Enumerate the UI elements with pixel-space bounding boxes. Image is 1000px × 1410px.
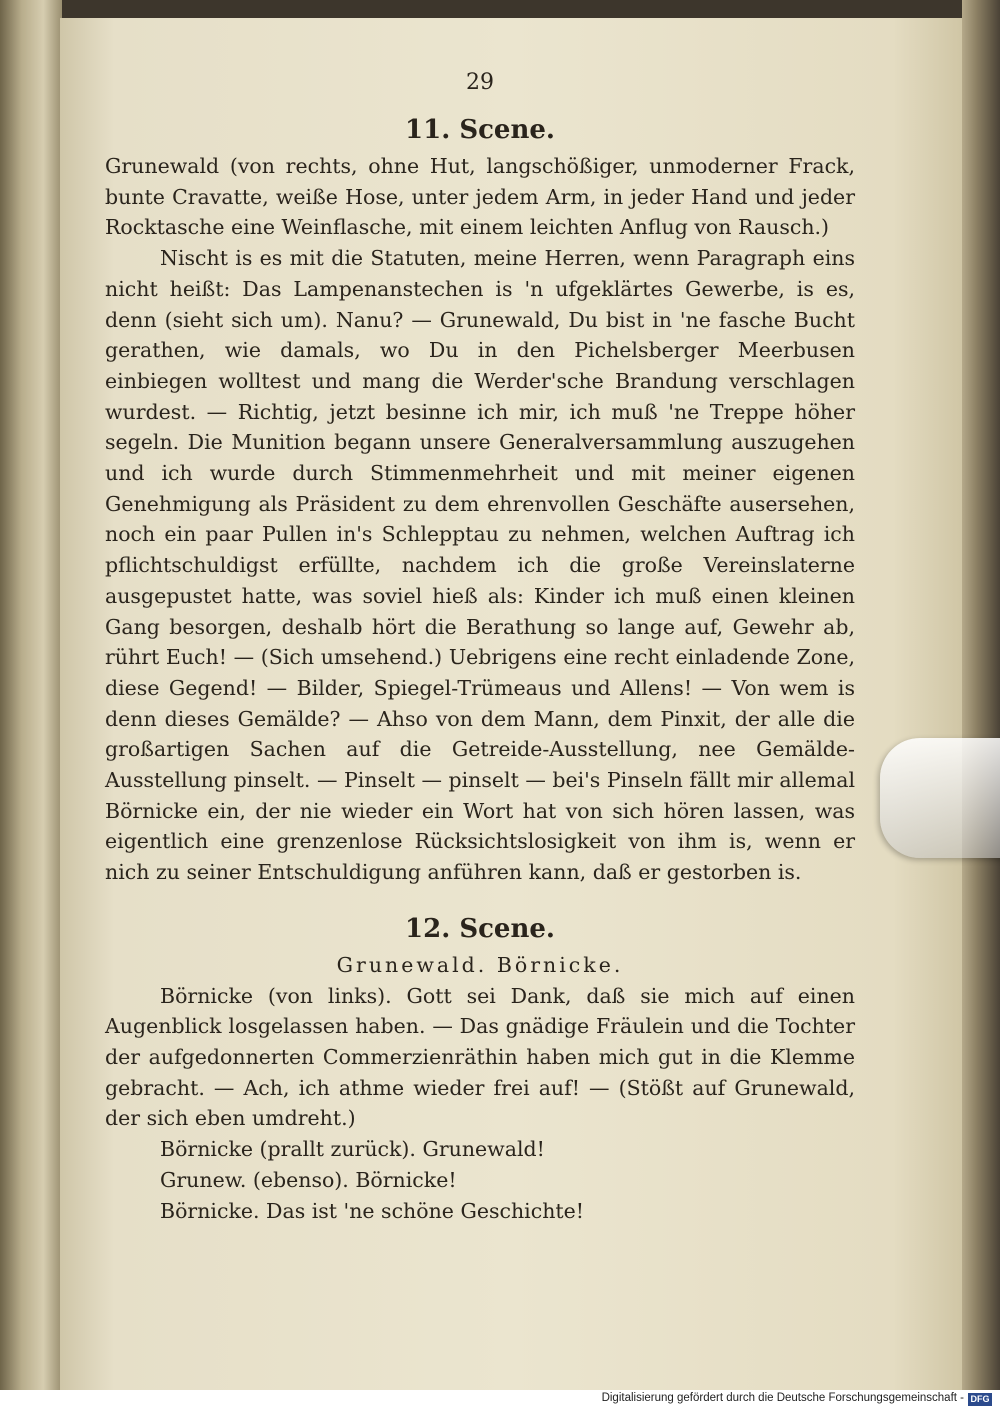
book-right-edge — [962, 0, 1000, 1390]
footer-bar — [0, 1390, 1000, 1410]
page-text — [105, 70, 855, 1226]
scene-12-heading: 12. Scene. — [405, 913, 555, 944]
scene-12-speech-3: Grunew. (ebenso). Börnicke! — [160, 1167, 457, 1192]
scene-11-monologue: Nischt is es mit die Statuten, meine Herren, wenn Paragraph eins nicht heißt: Das Lampenanstechen is 'n ufgeklärtes Gewerbe, is es, denn (sieht sich um). Nanu? — Grunewald, Du bist in 'ne fasche Bucht gerathen, wie damals, wo Du in den Pichelsberger Meerbusen einbiegen wolltest und mang die Werder'sche Brandung verschlagen wurdest. — Richtig, jetzt besinne ich mir, ich muß 'ne Treppe höher segeln. Die Munition begann unsere Generalversammlung auszugehen und ich wurde durch Stimmenmehrheit und mit meiner eigenen Genehmigung als Präsident zu dem ehrenvollen Geschäfte ausersehen, noch ein paar Pullen in's Schlepptau zu nehmen, welchen Auftrag ich pflichtschuldigst erfüllte, nachdem ich die große Vereinslaterne ausgepustet hatte, was soviel hieß als: Kinder ich muß einen kleinen Gang besorgen, deshalb hört die Berathung so lange auf, Gewehr ab, rührt Euch! — (Sich umsehend.) Uebrigens eine recht einladende Zone, diese Gegend! — Bilder, Spiegel-Trümeaus und Allens! — Von wem is denn dieses Gemälde? — Ahso von dem Mann, dem Pinxit, der alle die großartigen Sachen auf die Getreide-Ausstellung, nee Gemälde-Ausstellung pinselt. — Pinselt — pinselt — bei's Pinseln fällt mir allemal Börnicke ein, der nie wieder ein Wort hat von sich hören lassen, was eigentlich eine grenzenlose Rücksichtslosigkeit von ihm is, wenn er nich zu seiner Entschuldigung anführen kann, daß er gestorben is. — [105, 246, 855, 885]
scene-12-cast: Grunewald. Börnicke. — [336, 952, 624, 977]
scene-12-speech-1: Börnicke (von links). Gott sei Dank, daß sie mich auf einen Augenblick losgelassen haben. — Das gnädige Fräulein und die Tochter der aufgedonnerten Commerzienräthin haben mich gut in die Klemme gebracht. — Ach, ich athme wieder frei auf! — (Stößt auf Grunewald, der sich eben umdreht.) — [105, 983, 855, 1131]
scene-11-heading: 11. Scene. — [405, 115, 555, 145]
page-tab-marker — [880, 738, 1000, 858]
page-number: 29 — [466, 70, 494, 95]
dfg-logo: DFG — [968, 1393, 992, 1406]
scene-12-speech-2: Börnicke (prallt zurück). Grunewald! — [160, 1137, 545, 1162]
scene-12-speech-4: Börnicke. Das ist 'ne schöne Geschichte! — [160, 1198, 585, 1223]
book-left-edge — [0, 0, 62, 1390]
scene-11-stage-direction: Grunewald (von rechts, ohne Hut, langschößiger, unmoderner Frack, bunte Cravatte, weiße Hose, unter jedem Arm, in jeder Hand und jeder Rocktasche eine Weinflasche, mit einem leichten Anflug von Rausch.) — [105, 154, 855, 240]
footer-credit: Digitalisierung gefördert durch die Deutsche Forschungsgemeinschaft - — [601, 1392, 964, 1404]
